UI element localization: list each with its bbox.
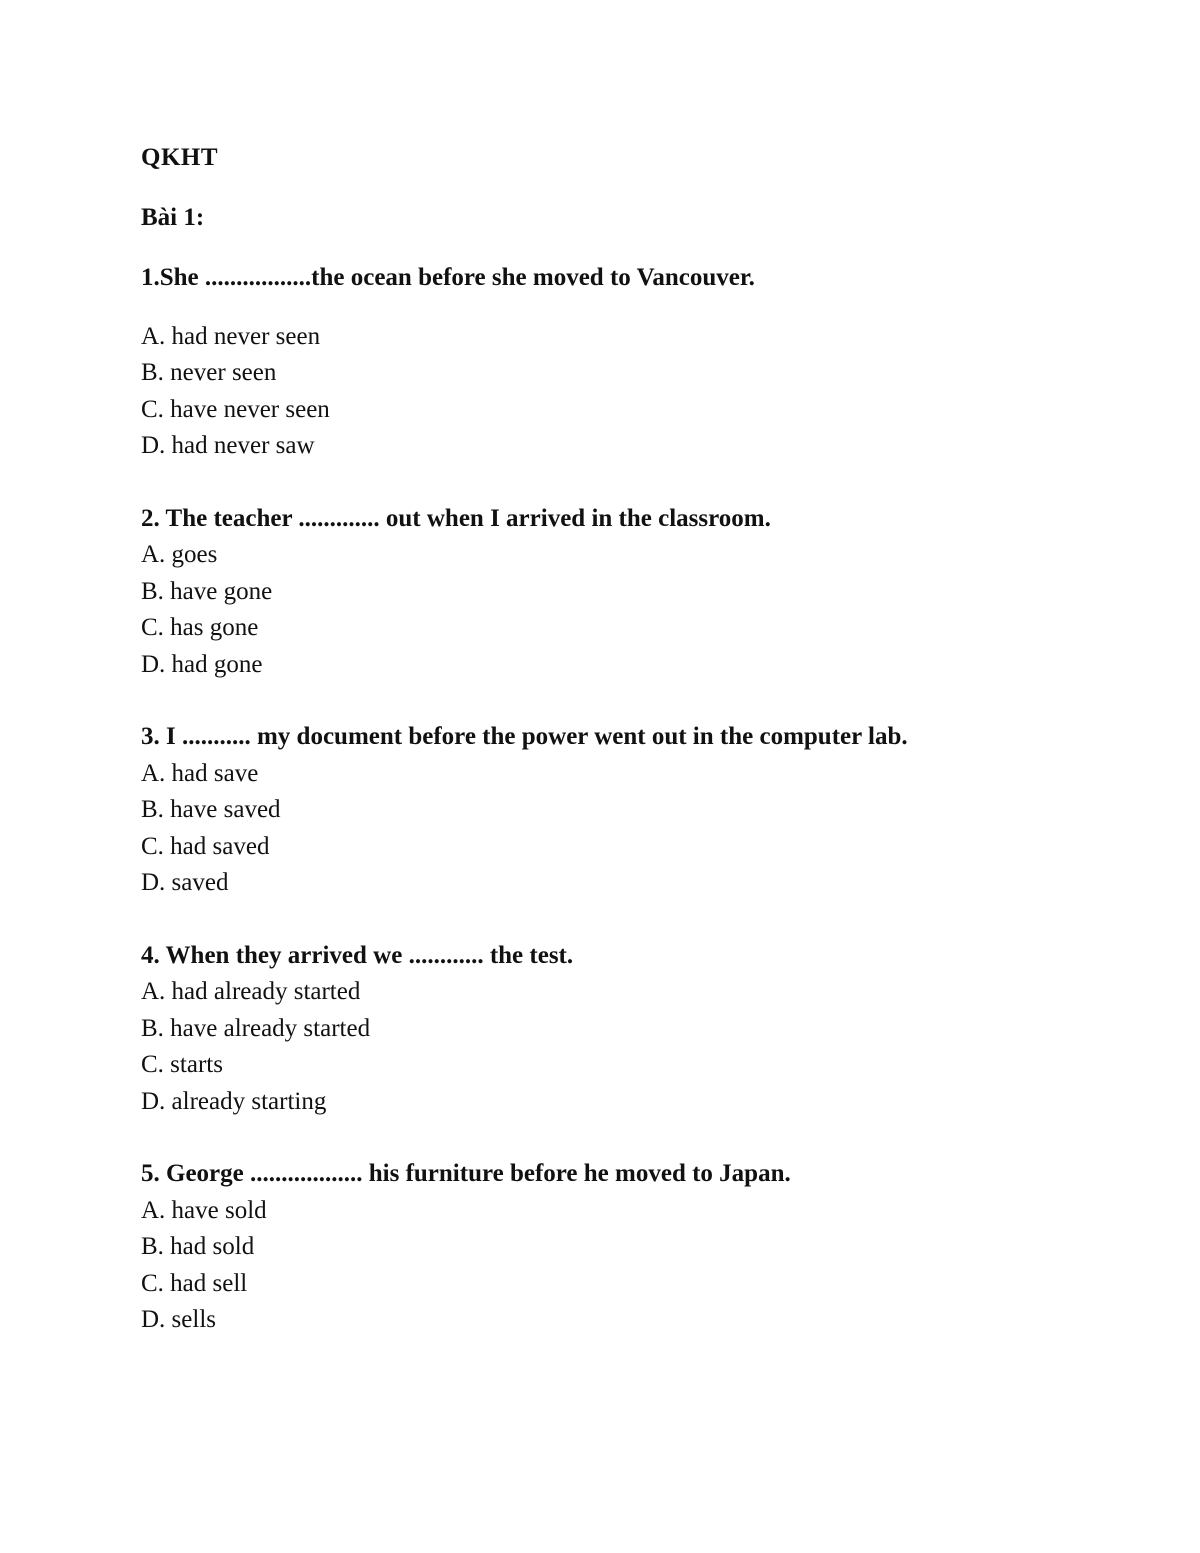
option-a: A. have sold xyxy=(141,1196,267,1224)
option-c: C. starts xyxy=(141,1051,223,1078)
question-text: 3. I ........... my document before the power went out in the computer lab. xyxy=(141,723,908,750)
option-a: A. goes xyxy=(141,541,218,568)
question-4 xyxy=(141,938,1141,1121)
question-text: 2. The teacher ............. out when I arrived in the classroom. xyxy=(141,504,771,532)
question-2 xyxy=(141,501,1141,684)
option-d: D. had gone xyxy=(141,650,263,678)
question-5 xyxy=(141,1156,1141,1339)
question-text: 5. George .................. his furniture before he moved to Japan. xyxy=(141,1160,791,1187)
answer-options xyxy=(141,537,1141,683)
section-title: Bài 1: xyxy=(141,204,205,231)
option-c: C. has gone xyxy=(141,614,259,641)
question-text: 1.She .................the ocean before she moved to Vancouver. xyxy=(141,264,755,291)
option-a: A. had never seen xyxy=(141,322,321,350)
option-c: C. had saved xyxy=(141,832,270,860)
answer-options xyxy=(141,1193,1141,1339)
option-d: D. saved xyxy=(141,869,229,896)
option-b: B. have saved xyxy=(141,796,281,823)
answer-options xyxy=(141,756,1141,902)
option-a: A. had save xyxy=(141,759,259,787)
option-b: B. have gone xyxy=(141,577,273,605)
question-1 xyxy=(141,260,1141,465)
option-c: C. have never seen xyxy=(141,395,330,423)
option-b: B. had sold xyxy=(141,1233,255,1260)
answer-options xyxy=(141,974,1141,1120)
option-d: D. sells xyxy=(141,1306,216,1333)
question-text: 4. When they arrived we ............ the test. xyxy=(141,941,574,969)
answer-options xyxy=(141,319,1141,465)
document-content xyxy=(141,140,1141,1339)
option-b: B. have already started xyxy=(141,1014,371,1042)
option-a: A. had already started xyxy=(141,978,361,1005)
option-b: B. never seen xyxy=(141,359,277,386)
option-d: D. had never saw xyxy=(141,432,315,459)
option-c: C. had sell xyxy=(141,1269,248,1297)
document-title: QKHT xyxy=(141,144,219,171)
question-3 xyxy=(141,719,1141,902)
option-d: D. already starting xyxy=(141,1087,327,1115)
